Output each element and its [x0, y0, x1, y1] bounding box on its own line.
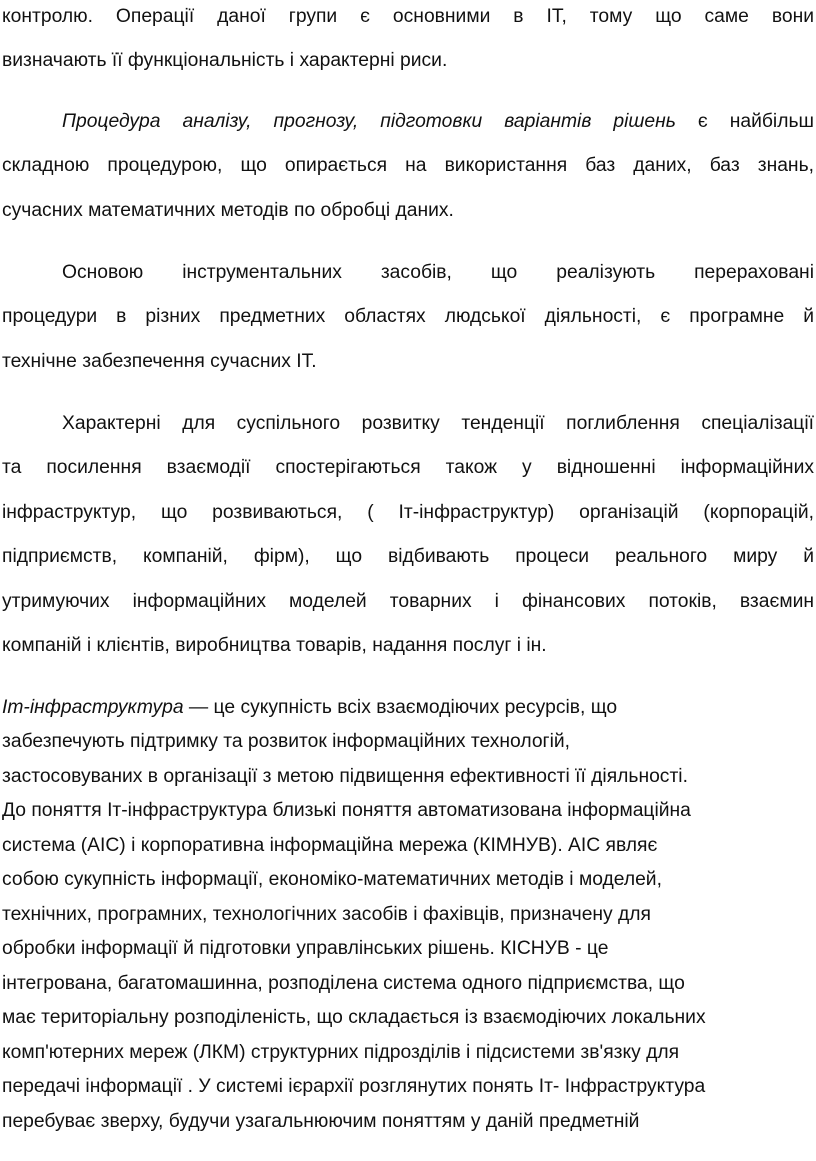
text-line: інфраструктур, що розвиваються, ( Іт-інфраструктур) організацій (корпорацій,	[2, 502, 814, 523]
text-line: сучасних математичних методів по обробці даних.	[2, 200, 454, 221]
text-line: складною процедурою, що опирається на використання баз даних, баз знань,	[2, 155, 814, 176]
text-line: Характерні для суспільного розвитку тенденції поглиблення спеціалізації	[62, 413, 814, 434]
text-line: контролю. Операції даної групи є основними в ІТ, тому що саме вони	[2, 6, 814, 27]
text-line: інтегрована, багатомашинна, розподілена система одного підприємства, що	[2, 973, 685, 994]
italic-term: Іт-інфраструктура	[2, 697, 184, 718]
text-line: собою сукупність інформації, економіко-математичних методів і моделей,	[2, 869, 662, 890]
text-line: підприємств, компаній, фірм), що відбивають процеси реального миру й	[2, 546, 814, 567]
text-line: технічне забезпечення сучасних ІТ.	[2, 351, 317, 372]
text-span: є найбільш	[675, 111, 814, 132]
text-line	[62, 109, 814, 135]
text-line: компаній і клієнтів, виробництва товарів, надання послуг і ін.	[2, 635, 547, 656]
text-line: технічних, програмних, технологічних засобів і фахівців, призначену для	[2, 904, 651, 925]
text-line: передачі інформації . У системі ієрархії розглянутих понять Іт- Інфраструктура	[2, 1076, 706, 1097]
text-line: система (АІС) і корпоративна інформаційна мережа (КІМНУВ). АІС являє	[2, 835, 658, 856]
text-line: процедури в різних предметних областях людської діяльності, є програмне й	[2, 306, 814, 327]
text-span: — це сукупність всіх взаємодіючих ресурсів, що	[183, 697, 618, 718]
text-line: застосовуваних в організації з метою підвищення ефективності її діяльності.	[2, 766, 688, 787]
text-line: визначають її функціональність і характерні риси.	[2, 50, 448, 71]
text-line	[2, 695, 814, 721]
text-line: та посилення взаємодії спостерігаються також у відношенні інформаційних	[2, 457, 814, 478]
text-line: обробки інформації й підготовки управлінських рішень. КІСНУВ - це	[2, 938, 609, 959]
text-line: перебуває зверху, будучи узагальнюючим поняттям у даній предметній	[2, 1111, 640, 1132]
text-line: забезпечують підтримку та розвиток інформаційних технологій,	[2, 731, 570, 752]
text-line: Основою інструментальних засобів, що реалізують перераховані	[62, 262, 814, 283]
text-line: має територіальну розподіленість, що складається із взаємодіючих локальних	[2, 1007, 706, 1028]
text-line: комп'ютерних мереж (ЛКМ) структурних підрозділів і підсистеми зв'язку для	[2, 1042, 680, 1063]
text-line: До поняття Іт-інфраструктура близькі поняття автоматизована інформаційна	[2, 800, 691, 821]
text-line: утримуючих інформаційних моделей товарних і фінансових потоків, взаємин	[2, 591, 814, 612]
italic-term: Процедура аналізу, прогнозу, підготовки варіантів рішень	[62, 111, 676, 132]
